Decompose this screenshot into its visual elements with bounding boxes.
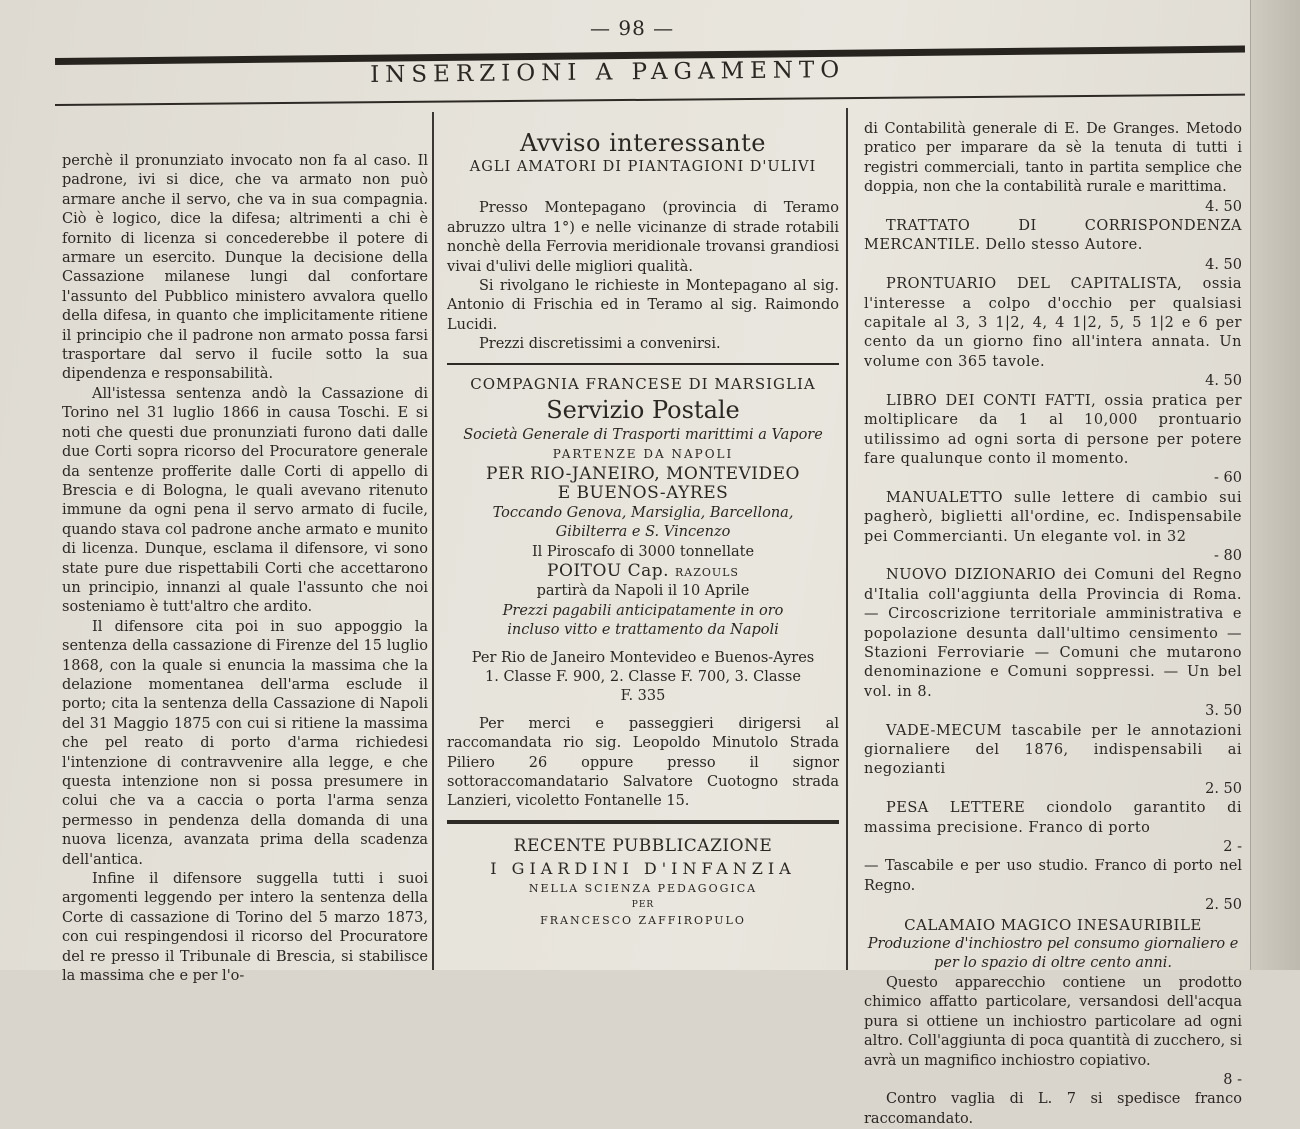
prices-note: Prezzi pagabili anticipatamente in oro bbox=[502, 602, 784, 619]
listing-text: NUOVO DIZIONARIO dei Comuni del Regno d'Italia coll'aggiunta della Provincia di Roma. — Circoscrizione territoriale amministrativa e popolazione desunta dall'ultimo censimento — Stazioni Ferroviarie — Comuni che mutarono denominazione e Comuni soppressi. — Un bel vol. in 8. bbox=[864, 567, 1242, 700]
listing-price: 4. 50 bbox=[1205, 198, 1242, 215]
listing-price: 3. 50 bbox=[1205, 703, 1242, 720]
captain-name: RAZOULS bbox=[674, 565, 739, 579]
listing-price: 2. 50 bbox=[1205, 780, 1242, 797]
ports-line: Gibilterra e S. Vincenzo bbox=[555, 524, 731, 541]
listing-price-row bbox=[864, 372, 1242, 391]
listing-heading: CALAMAIO MAGICO INESAURIBILE bbox=[904, 915, 1202, 934]
fares-line: F. 335 bbox=[620, 688, 666, 705]
contact-paragraph: Per merci e passeggieri dirigersi al raccomandata rio sig. Leopoldo Minutolo Strada Piliero 26 oppure presso il signor sottoraccomandatario Salvatore Cuotogno strada Lanzieri, vicoletto Fontanelle 15. bbox=[447, 715, 839, 810]
column-advertisements bbox=[447, 128, 839, 930]
listing-price-row bbox=[864, 547, 1242, 566]
route-line: PER RIO-JANEIRO, MONTEVIDEO bbox=[486, 463, 800, 484]
service-title: Servizio Postale bbox=[546, 396, 740, 425]
column-legal-article bbox=[62, 152, 428, 986]
article-paragraph: All'istessa sentenza andò la Cassazione di Torino nel 31 luglio 1866 in causa Toschi. E si noti che questi due pronunziati furono dati dalle due Corti sopra ricorso del Procuratore generale da sentenze profferite dalle Corti di appello di Brescia e di Bologna, le quali avevano ritenuto immune da ogni pena il servo armato di fucile, quando stava col padrone anche armato e munito di licenza. Dunque, esclama il difensore, vi sono state pure due rispettabili Corti che accettarono un principio, innanzi al quale l'assunto che noi sosteniamo è tutt'altro che ardito. bbox=[62, 385, 428, 616]
column-book-listings bbox=[864, 120, 1242, 1129]
fares-line: 1. Classe F. 900, 2. Classe F. 700, 3. Classe bbox=[485, 668, 801, 685]
company-name: COMPAGNIA FRANCESE DI MARSIGLIA bbox=[470, 374, 816, 393]
ship-line: Il Piroscafo di 3000 tonnellate bbox=[531, 543, 755, 560]
listing-price-row bbox=[864, 198, 1242, 217]
listing-text: Contro vaglia di L. 7 si spedisce franco raccomandato. bbox=[864, 1091, 1242, 1127]
ad-title: Avviso interessante bbox=[520, 129, 766, 157]
listing-price-row bbox=[864, 702, 1242, 721]
ad-paragraph: Prezzi discretissimi a convenirsi. bbox=[479, 336, 721, 353]
listing-text: — Tascabile e per uso studio. Franco di porto nel Regno. bbox=[864, 858, 1242, 894]
listing-text: MANUALETTO sulle lettere di cambio sui pagherò, biglietti all'ordine, ec. Indispensabile pei Commercianti. Un elegante vol. in 32 bbox=[864, 489, 1242, 545]
publication-per: PER bbox=[631, 899, 655, 910]
listing-text: VADE-MECUM tascabile per le annotazioni giornaliere del 1876, indispensabili ai negozianti bbox=[864, 722, 1242, 778]
section-header: INSERZIONI A PAGAMENTO bbox=[370, 57, 846, 88]
society-name: Società Generale di Trasporti marittimi a Vapore bbox=[463, 427, 823, 444]
column-divider-1 bbox=[432, 112, 434, 970]
listing-price: 4. 50 bbox=[1205, 256, 1242, 273]
listing-subheading: Produzione d'inchiostro pel consumo giornaliero e per lo spazio di oltre cento anni. bbox=[867, 936, 1239, 972]
ports-line: Toccando Genova, Marsiglia, Barcellona, bbox=[492, 504, 794, 521]
listing-text: di Contabilità generale di E. De Granges. Metodo pratico per imparare da sè la tenuta di tutti i registri commerciali, tanto in partita semplice che doppia, non che la contabilità rurale e marittima. bbox=[864, 121, 1242, 196]
ship-name-line bbox=[447, 562, 839, 582]
ad-paragraph: Si rivolgano le richieste in Montepagano al sig. Antonio di Frischia ed in Teramo al sig. Raimondo Lucidi. bbox=[447, 278, 839, 333]
article-paragraph: Infine il difensore suggella tutti i suoi argomenti leggendo per intero la sentenza della Corte di cassazione di Torino del 5 marzo 1873, con cui respingendosi il ricorso del Procuratore del re presso il Tribunale di Brescia, si stabilisce la massima che e per l'o- bbox=[62, 871, 428, 985]
listing-price-row bbox=[864, 838, 1242, 857]
listing-price: 2 - bbox=[1223, 839, 1242, 856]
listing-price: 2. 50 bbox=[1205, 897, 1242, 914]
article-paragraph: Il difensore cita poi in suo appoggio la sentenza della cassazione di Firenze del 15 luglio 1868, con la quale si enuncia la massima che la delazione momentanea dell'arma esclude il porto; cita la sentenza della Cassazione di Napoli del 31 Maggio 1875 con cui si ritiene la massima che pel reato di porto d'arma richiedesi l'intenzione di contravvenire alla legge, e che questa intenzione non si possa presumere in colui che va a caccia o porta l'arma senza permesso in pendenza della domanda di una nuova licenza, avanzata prima della scadenza dell'antica. bbox=[62, 618, 428, 868]
ad-separator bbox=[447, 363, 839, 365]
prices-note: incluso vitto e trattamento da Napoli bbox=[507, 622, 779, 639]
ad-paragraph: Presso Montepagano (provincia di Teramo abruzzo ultra 1°) e nelle vicinanze di strade rotabili nonchè della Ferrovia meridionale trovansi grandiosi vivai d'ulivi delle migliori qualità. bbox=[447, 200, 839, 275]
listing-price-row bbox=[864, 256, 1242, 275]
listing-price-row bbox=[864, 469, 1242, 488]
page-edge bbox=[1250, 0, 1300, 970]
listing-price: 4. 50 bbox=[1205, 373, 1242, 390]
listing-price-row bbox=[864, 780, 1242, 799]
listing-price: - 80 bbox=[1214, 547, 1242, 564]
publication-title: I GIARDINI D'INFANZIA bbox=[490, 858, 796, 878]
ship-name: POITOU Cap. bbox=[547, 560, 670, 581]
page-number: — 98 — bbox=[590, 16, 675, 40]
departures-label: PARTENZE DA NAPOLI bbox=[552, 447, 734, 462]
departure-date: partirà da Napoli il 10 Aprile bbox=[536, 583, 750, 600]
listing-text: PRONTUARIO DEL CAPITALISTA, ossia l'interesse a colpo d'occhio per qualsiasi capitale al 3, 3 1|2, 4, 4 1|2, 5, 5 1|2 e 6 per cento da un giorno fino all'intera annata. Un volume con 365 tavole. bbox=[864, 276, 1242, 370]
route-line: E BUENOS-AYRES bbox=[557, 483, 729, 504]
ad-subtitle: AGLI AMATORI DI PIANTAGIONI D'ULIVI bbox=[469, 159, 817, 175]
listing-price-row bbox=[864, 896, 1242, 915]
publication-subtitle: NELLA SCIENZA PEDAGOGICA bbox=[528, 881, 758, 895]
listing-text: PESA LETTERE ciondolo garantito di massima precisione. Franco di porto bbox=[864, 800, 1242, 836]
listing-text: LIBRO DEI CONTI FATTI, ossia pratica per moltiplicare da 1 al 10,000 prontuario utilissimo ad ogni sorta di persone per potere fare qualunque conto il momento. bbox=[864, 392, 1242, 467]
ad-separator bbox=[447, 820, 839, 824]
publication-label: RECENTE PUBBLICAZIONE bbox=[513, 835, 773, 856]
listing-price-row bbox=[864, 1071, 1242, 1090]
listing-price: - 60 bbox=[1214, 470, 1242, 487]
listing-price: 8 - bbox=[1223, 1071, 1242, 1088]
article-paragraph: perchè il pronunziato invocato non fa al caso. Il padrone, ivi si dice, che va armato non può armare anche il servo, che va in sua compagnia. Ciò è logico, dice la difesa; altrimenti a chi è fornito di licenza si concederebbe il potere di armare un esercito. Dunque la decisione della Cassazione milanese lungi dal confortare l'assunto del Pubblico ministero avvalora quello della difesa, in quanto che implicitamente ritiene il principio che il padrone non armato possa farsi trasportare dal servo il fucile sotto la sua dipendenza e responsabilità. bbox=[62, 153, 428, 383]
listing-text: TRATTATO DI CORRISPONDENZA MERCANTILE. Dello stesso Autore. bbox=[864, 218, 1242, 254]
listing-text: Questo apparecchio contiene un prodotto chimico affatto particolare, versandosi dell'acqua pura si ottiene un inchiostro particolare ad ogni altro. Coll'aggiunta di poca quantità di zucchero, si avrà un magnifico inchiostro copiativo. bbox=[864, 974, 1242, 1069]
publication-author: FRANCESCO ZAFFIROPULO bbox=[540, 913, 746, 927]
fares-line: Per Rio de Janeiro Montevideo e Buenos-Ayres bbox=[471, 649, 815, 666]
column-divider-2 bbox=[846, 108, 848, 970]
